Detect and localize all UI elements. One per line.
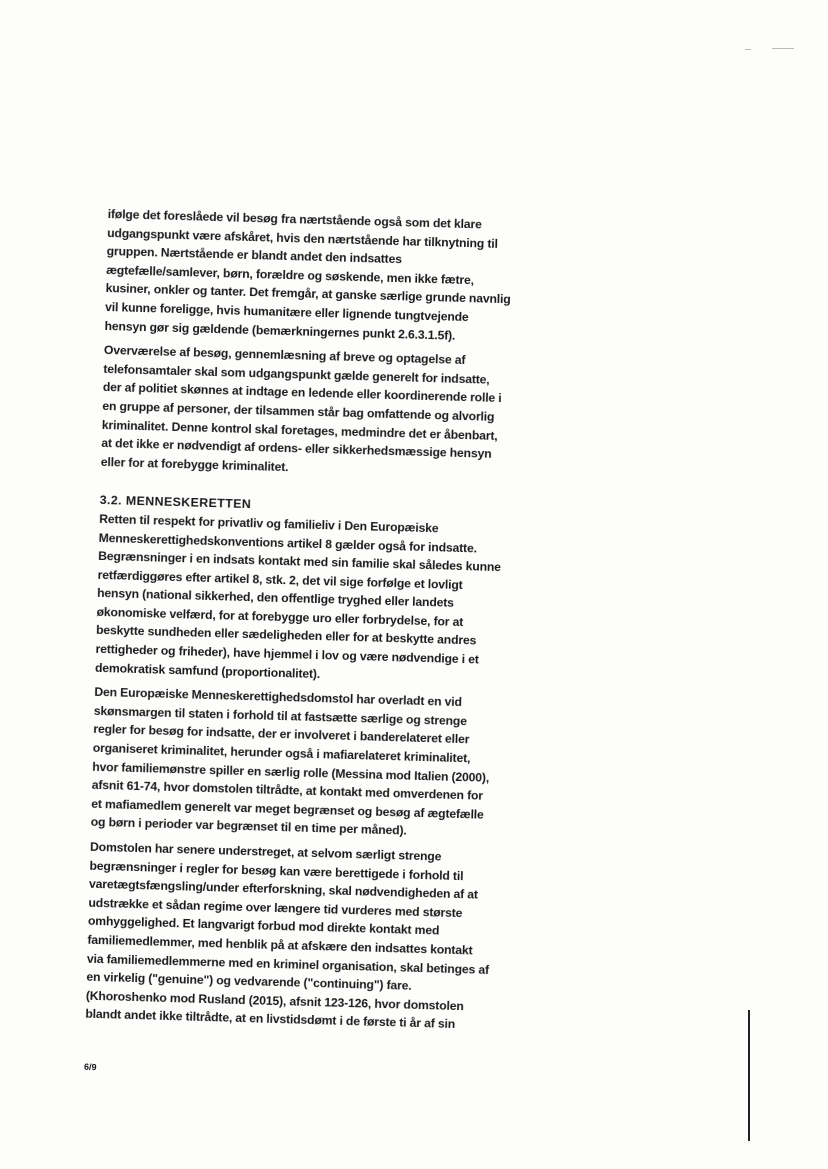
paragraph-menneskerettighedsdomstol: Den Europæiske Menneskerettighedsdomstol har overladt en vid skønsmargen til staten i forhold til at fastsætte særlige og strenge regler for besøg for indsatte, der er involveret i banderelateret eller organiseret kriminalitet, herunder også i mafiarelateret kriminalitet, hvor familiemønstre spiller en særlig rolle (Messina mod Italien (2000), afsnit 61-74, hvor domstolen tiltrådte, at kontakt med omverdenen for et mafiamedlem generelt var meget begrænset og besøg af ægtefælle og børn i perioder var begrænset til en time per måned).	[90, 685, 490, 838]
scan-speck	[745, 49, 751, 50]
section-heading: 3.2. MENNESKERETTEN	[99, 493, 252, 512]
paragraph-retten-til-respekt: Retten til respekt for privatliv og familieliv i Den Europæiske Menneskerettighedskonventions artikel 8 gælder også for indsatte. Begrænsninger i en indsats kontakt med sin familie skal således kunne retfærdiggøres efter artikel 8, stk. 2, det vil sige forfølge et lovligt hensyn (national sikkerhed, den offentlige tryghed eller landets økonomiske velfærd, for at forebygge uro eller forbrydelse, for at beskytte sundheden eller sædeligheden eller for at beskytte andres rettigheder og friheder), have hjemmel i lov og være nødvendige i et demokratisk samfund (proportionalitet).	[94, 511, 502, 681]
margin-line	[748, 1010, 750, 1141]
document-text-block	[85, 205, 540, 1042]
page-number: 6/9	[83, 1061, 97, 1073]
paragraph-besog-naertstaaende: ifølge det foreslåede vil besøg fra nærtstående også som det klare udgangspunkt være afskåret, hvis den nærtstående har tilknytning til gruppen. Nærtstående er blandt andet den indsattes ægtefælle/samlever, børn, forældre og søskende, men ikke fætre, kusiner, onkler og tanter. Det fremgår, at ganske særlige grunde navnlig vil kunne foreligge, hvis humanitære eller lignende tungtvejende hensyn gør sig gældende (bemærkningernes punkt 2.6.3.1.5f).	[104, 206, 511, 343]
paragraph-overvaerelse: Overværelse af besøg, gennemlæsning af breve og optagelse af telefonsamtaler skal som udgangspunkt gælde generelt for indsatte, der af politiet skønnes at indtage en ledende eller koordinerende rolle i en gruppe af personer, der tilsammen står bag omfattende og alvorlig kriminalitet. Denne kontrol skal foretages, medmindre det er åbenbart, at det ikke er nødvendigt af ordens- eller sikkerhedsmæssige hensyn eller for at forebygge kriminalitet.	[100, 343, 502, 474]
scan-speck	[772, 48, 794, 49]
paragraph-domstolen-senere: Domstolen har senere understreget, at selvom særligt strenge begrænsninger i regler for besøg kan være berettigede i forhold til varetægtsfængsling/under efterforskning, skal nødvendigheden af at udstrække et sådan regime over længere tid vurderes med største omhyggelighed. Et langvarigt forbud mod direkte kontakt med familiemedlemmer, med henblik på at afskære den indsattes kontakt via familiemedlemmerne med en kriminel organisation, skal betinges af en virkelig ("genuine") og vedvarende ("continuing") fare. (Khoroshenko mod Rusland (2015), afsnit 123-126, hvor domstolen blandt andet ikke tiltrådte, at en livstidsdømt i de første ti år af sin	[85, 839, 490, 1032]
